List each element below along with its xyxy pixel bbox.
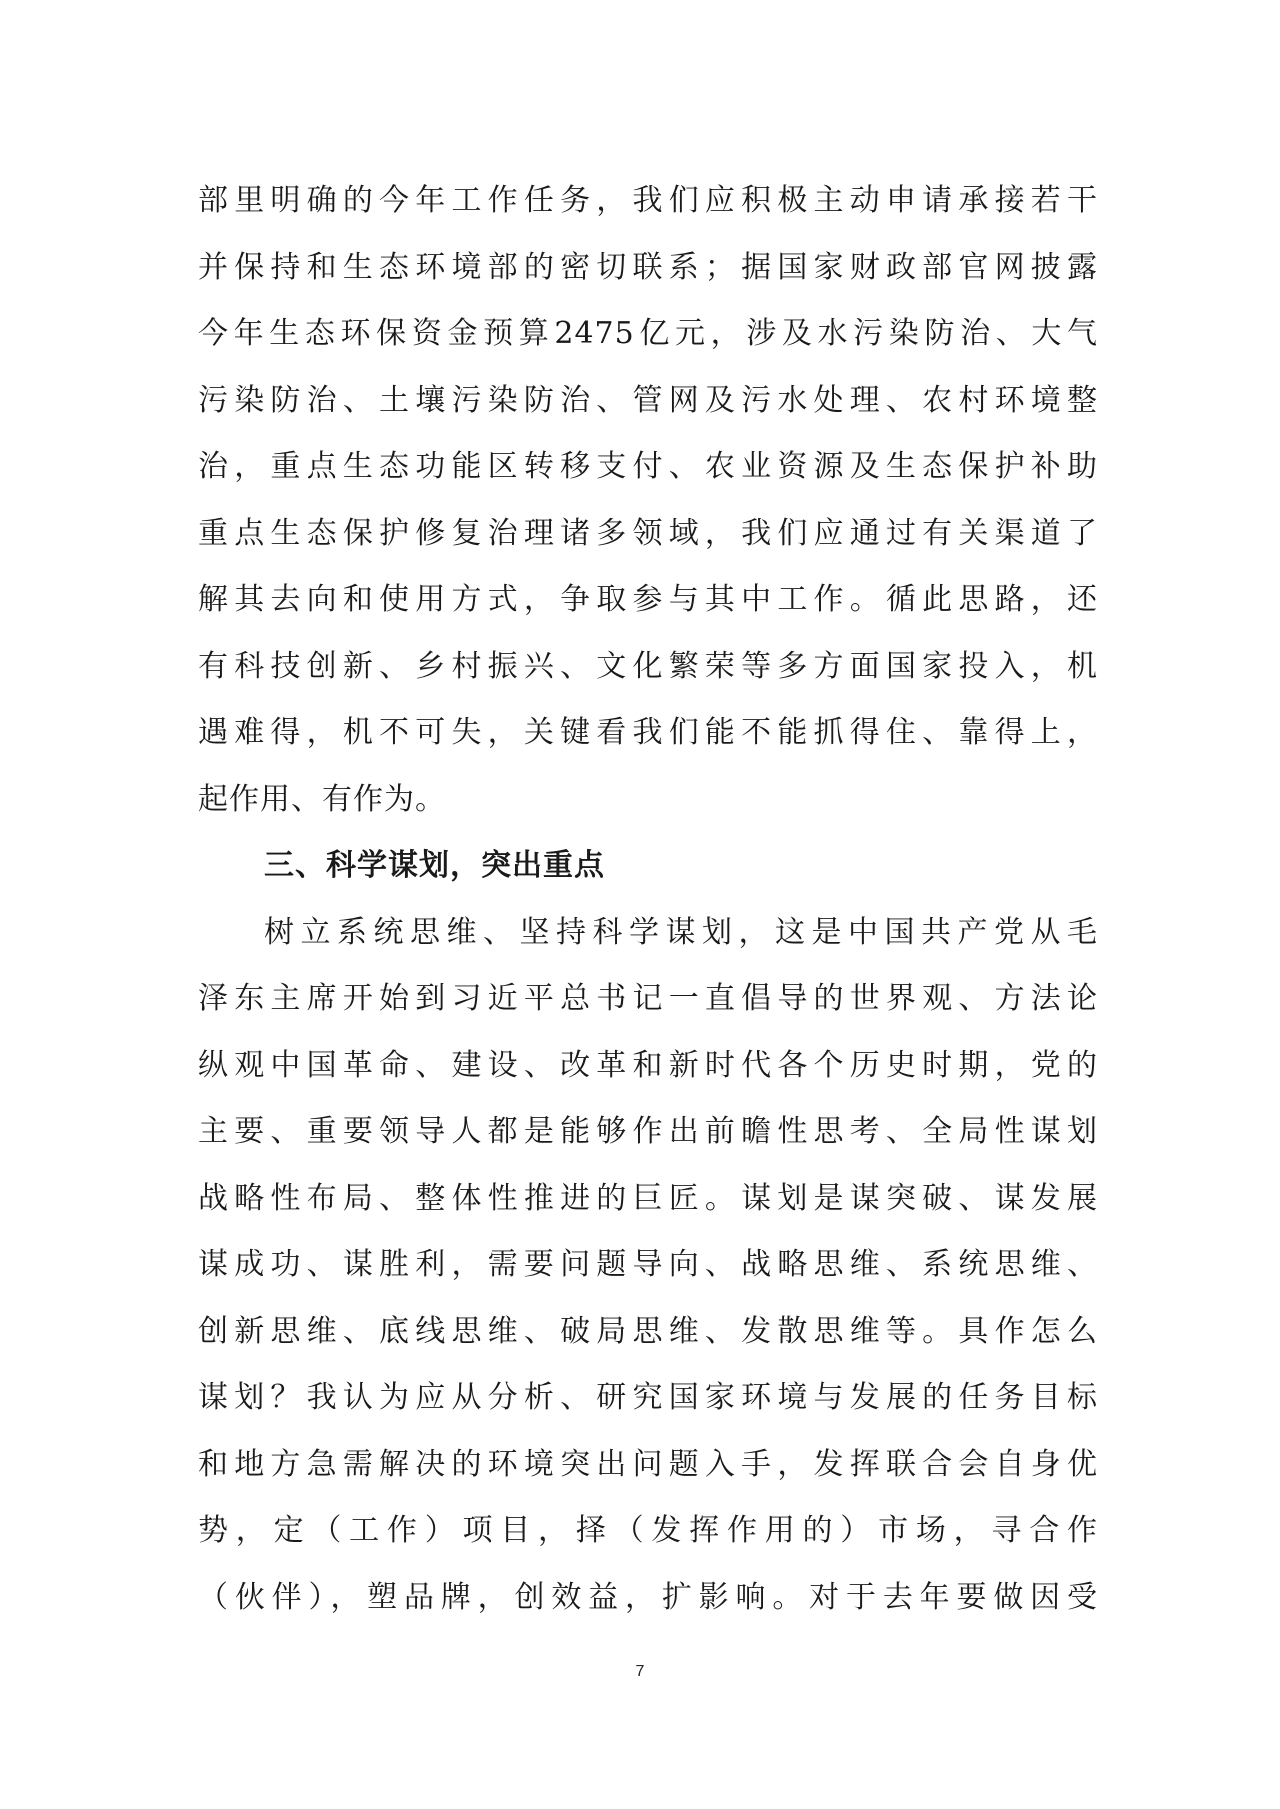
text-line: 主要、重要领导人都是能够作出前瞻性思考、全局性谋划 xyxy=(198,1114,1098,1149)
text-line: 势，定（工作）项目，择（发挥作用的）市场，寻合作 xyxy=(198,1513,1098,1548)
text-line: 战略性布局、整体性推进的巨匠。谋划是谋突破、谋发展 xyxy=(198,1180,1098,1216)
text-line: 并保持和生态环境部的密切联系；据国家财政部官网披露 xyxy=(198,249,1098,285)
text-line: 树立系统思维、坚持科学谋划，这是中国共产党从毛 xyxy=(264,914,1098,950)
page-number: 7 xyxy=(635,1663,645,1680)
section-heading: 三、科学谋划，突出重点 xyxy=(264,848,605,883)
text-line: （伙伴），塑品牌，创效益，扩影响。对于去年要做因受 xyxy=(198,1579,1098,1615)
text-line: 创新思维、底线思维、破局思维、发散思维等。具作怎么 xyxy=(198,1313,1098,1349)
text-line: 治，重点生态功能区转移支付、农业资源及生态保护补助 xyxy=(198,449,1098,484)
text-line: 今年生态环保资金预算2475亿元，涉及水污染防治、大气 xyxy=(198,316,1098,351)
text-line: 谋划？我认为应从分析、研究国家环境与发展的任务目标 xyxy=(198,1380,1098,1415)
text-line: 泽东主席开始到习近平总书记一直倡导的世界观、方法论 xyxy=(198,981,1098,1016)
text-line: 部里明确的今年工作任务，我们应积极主动申请承接若干 xyxy=(198,183,1098,218)
document-body xyxy=(198,168,1098,1631)
text-line: 起作用、有作为。 xyxy=(198,781,446,817)
text-line: 和地方急需解决的环境突出问题入手，发挥联合会自身优 xyxy=(198,1446,1098,1482)
text-line: 谋成功、谋胜利，需要问题导向、战略思维、系统思维、 xyxy=(198,1247,1098,1282)
text-line: 遇难得，机不可失，关键看我们能不能抓得住、靠得上， xyxy=(198,715,1098,750)
text-line: 有科技创新、乡村振兴、文化繁荣等多方面国家投入，机 xyxy=(198,648,1098,684)
text-line: 污染防治、土壤污染防治、管网及污水处理、农村环境整 xyxy=(198,382,1098,418)
text-line: 解其去向和使用方式，争取参与其中工作。循此思路，还 xyxy=(198,582,1098,617)
text-line: 纵观中国革命、建设、改革和新时代各个历史时期，党的 xyxy=(198,1047,1098,1083)
text-line: 重点生态保护修复治理诸多领域，我们应通过有关渠道了 xyxy=(198,515,1098,551)
